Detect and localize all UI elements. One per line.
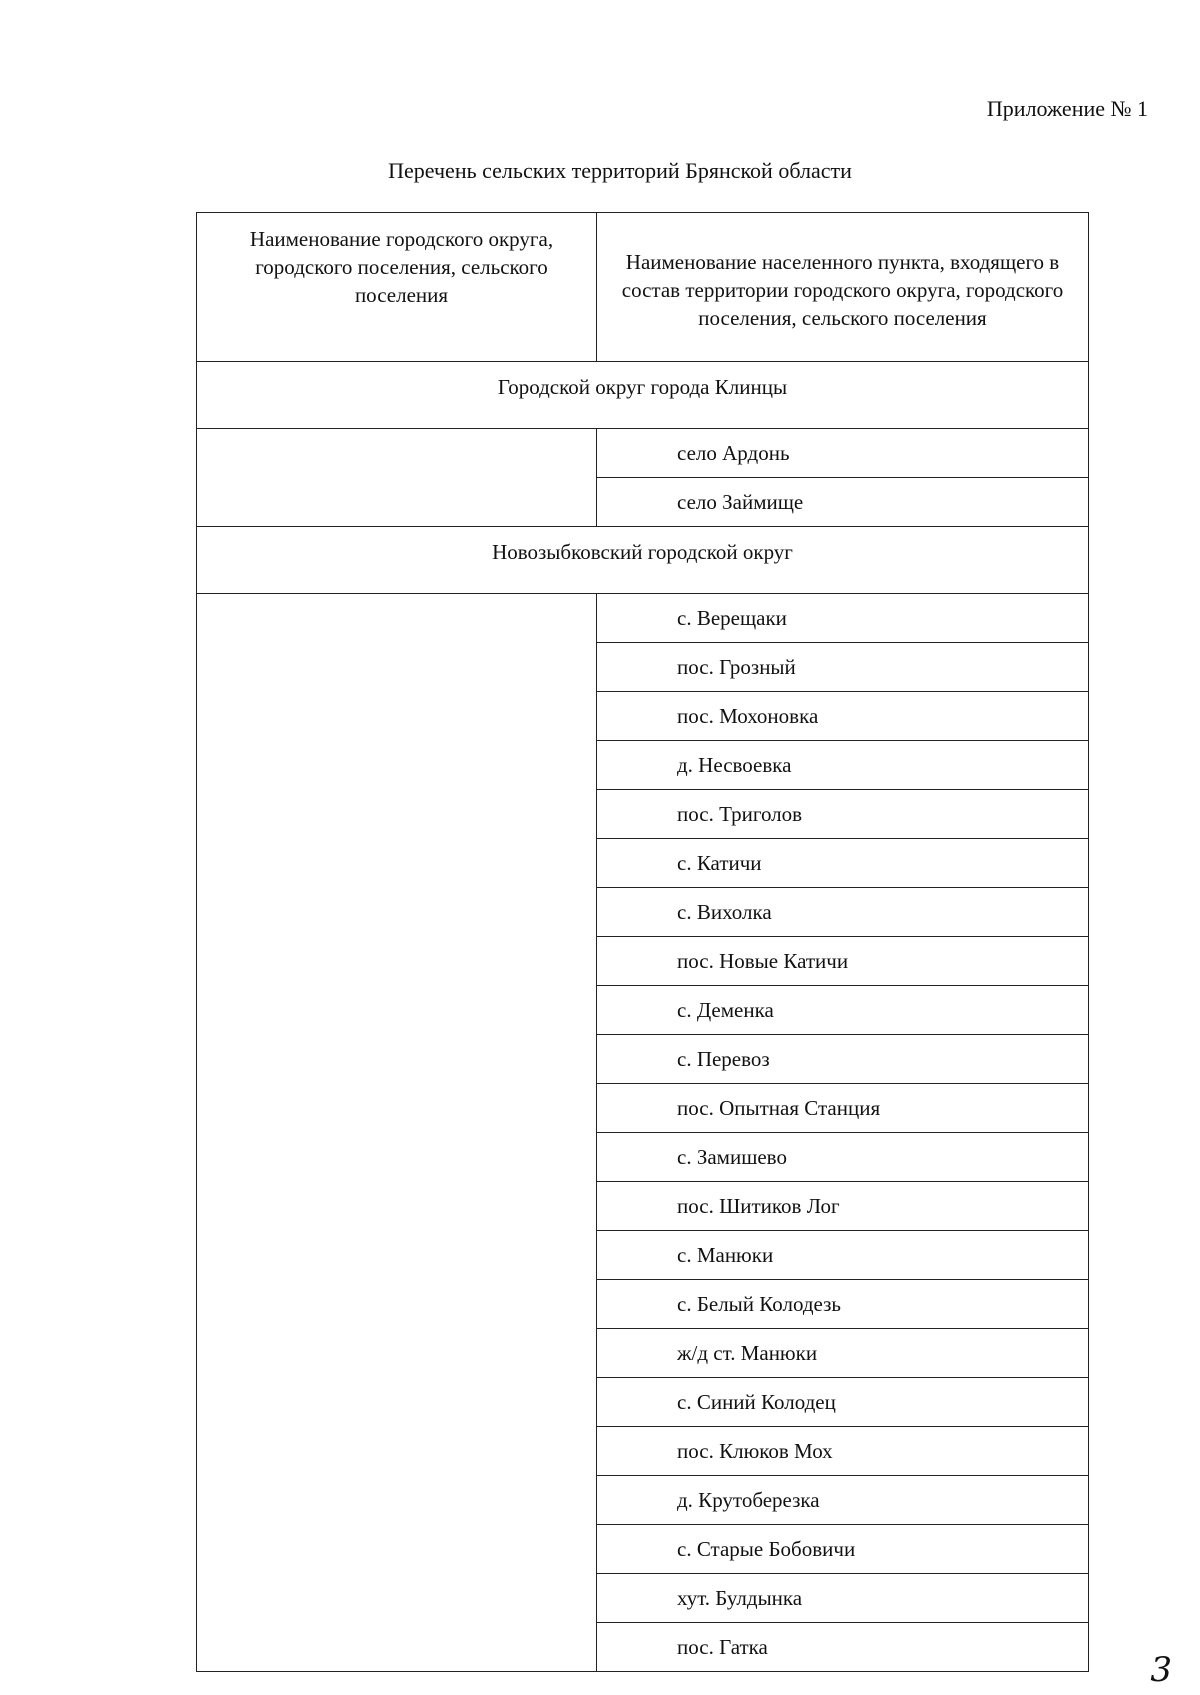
settlement-name: хут. Булдынка: [597, 1574, 1089, 1623]
settlement-name: с. Манюки: [597, 1231, 1089, 1280]
group-row: [197, 362, 1089, 429]
group-name-text: Новозыбковский городской округ: [492, 539, 793, 564]
settlement-name: с. Вихолка: [597, 888, 1089, 937]
settlement-name: с. Белый Колодезь: [597, 1280, 1089, 1329]
group-name-text: Городской округ города Клинцы: [497, 374, 788, 399]
settlement-name: пос. Триголов: [597, 790, 1089, 839]
municipality-cell: [197, 429, 597, 527]
group-name: [197, 362, 1089, 429]
appendix-label: Приложение № 1: [986, 96, 1148, 121]
settlement-name: с. Верещаки: [597, 594, 1089, 643]
settlement-name: пос. Мохоновка: [597, 692, 1089, 741]
settlement-name: д. Крутоберезка: [597, 1476, 1089, 1525]
col2-header: Наименование населенного пункта, входящего в состав территории городского округа, городского поселения, сельского поселения: [597, 213, 1089, 362]
settlement-name: село Займище: [597, 478, 1089, 527]
settlement-name: пос. Клюков Мох: [597, 1427, 1089, 1476]
settlement-name: с. Перевоз: [597, 1035, 1089, 1084]
settlement-row: [197, 594, 1089, 643]
settlement-name: пос. Опытная Станция: [597, 1084, 1089, 1133]
settlement-name: пос. Гатка: [597, 1623, 1089, 1672]
page-number: 3: [1150, 1650, 1172, 1690]
territories-table: [196, 212, 1089, 1672]
settlement-name: с. Старые Бобовичи: [597, 1525, 1089, 1574]
settlement-name: пос. Грозный: [597, 643, 1089, 692]
document-title: Перечень сельских территорий Брянской области: [388, 158, 852, 183]
group-name: [197, 527, 1089, 594]
settlement-name: пос. Шитиков Лог: [597, 1182, 1089, 1231]
settlement-name: с. Деменка: [597, 986, 1089, 1035]
group-row: [197, 527, 1089, 594]
settlement-name: с. Катичи: [597, 839, 1089, 888]
settlement-row: [197, 429, 1089, 478]
table-header-row: [197, 213, 1089, 362]
settlement-name: д. Несвоевка: [597, 741, 1089, 790]
col1-header: Наименование городского округа, городского поселения, сельского поселения: [197, 213, 597, 362]
settlement-name: с. Синий Колодец: [597, 1378, 1089, 1427]
settlement-name: с. Замишево: [597, 1133, 1089, 1182]
settlement-name: ж/д ст. Манюки: [597, 1329, 1089, 1378]
municipality-cell: [197, 594, 597, 1672]
settlement-name: пос. Новые Катичи: [597, 937, 1089, 986]
settlement-name: село Ардонь: [597, 429, 1089, 478]
